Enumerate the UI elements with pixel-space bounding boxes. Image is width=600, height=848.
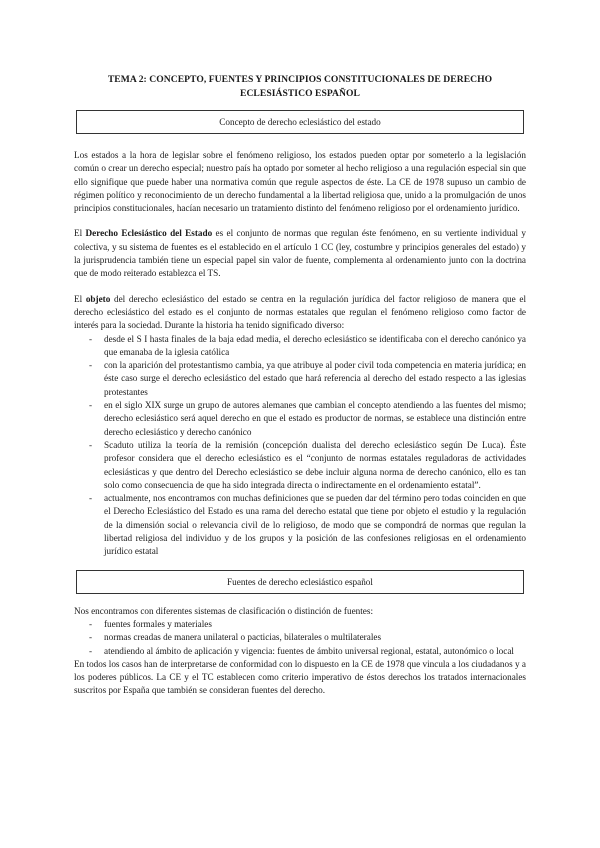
list-item bbox=[89, 618, 526, 631]
dash-bullet: - bbox=[89, 333, 93, 344]
title-line-2: ECLESIÁSTICO ESPAÑOL bbox=[240, 88, 360, 99]
list-item-text: Scaduto utiliza la teoría de la remisión (concepción dualista del derecho eclesiástico según De Luca). Éste profesor considera que el derecho eclesiástico es el “conjunto de normas estatales reguladoras de actividades eclesiásticas y que dentro del Derecho eclesiástico se debe incluir alguna norma de derecho canónico, ello es tan solo como consecuencia de que ha sido integrada directa o indirectamente en el ordenamiento estatal”. bbox=[104, 439, 526, 490]
list-item bbox=[89, 439, 526, 492]
list-item bbox=[89, 399, 526, 439]
paragraph-definition-pre: El bbox=[74, 228, 86, 239]
list-item-text: normas creadas de manera unilateral o pacticias, bilaterales o multilaterales bbox=[104, 632, 382, 643]
paragraph-objeto bbox=[74, 293, 526, 333]
term-objeto: objeto bbox=[85, 293, 111, 304]
dash-bullet: - bbox=[89, 439, 93, 450]
paragraph-fuentes-intro: Nos encontramos con diferentes sistemas de clasificación o distinción de fuentes: bbox=[74, 605, 374, 616]
paragraph-intro: Los estados a la hora de legislar sobre el fenómeno religioso, los estados pueden optar por someterlo a la legislación común o crear un derecho especial; nuestro país ha optado por someter al hecho religioso a una regulación especial sin que ello signifique que puede haber una normativa común que regule aspectos de éste. La CE de 1978 supuso un cambio de régimen político y reconocimiento de un derecho fundamental a la libertad religiosa que, unido a la promulgación de unos principios constitucionales, hacían necesario un tratamiento distinto del fenómeno religioso por el ordenamiento jurídico. bbox=[74, 150, 526, 214]
paragraph-fuentes-closing: En todos los casos han de interpretarse de conformidad con lo dispuesto en la CE de 1978 que vincula a los ciudadanos y a los poderes públicos. La CE y el TC establecen como criterio imperativo de éstos derechos los tratados internacionales suscritos por España que también se consideran fuentes del derecho. bbox=[74, 658, 526, 696]
paragraph-definition-post: es el conjunto de normas que regulan éste fenómeno, en su vertiente individual y colectiva, y su sistema de fuentes es el establecido en el artículo 1 CC (ley, costumbre y principios generales del estado) y la jurisprudencia también tiene un especial papel sin valor de fuente, complementa al ordenamiento junto con la doctrina que de modo reiterado establezca el TS. bbox=[74, 228, 526, 279]
dash-bullet: - bbox=[89, 645, 93, 656]
sources-list bbox=[74, 618, 526, 658]
paragraph-objeto-post: del derecho eclesiástico del estado se centra en la regulación jurídica del factor religioso de manera que el derecho eclesiástico del estado es el conjunto de normas estatales que regulan el fenómeno religioso como factor de interés para la sociedad. Durante la historia ha tenido significado diverso: bbox=[74, 293, 527, 331]
list-item-text: atendiendo al ámbito de aplicación y vigencia: fuentes de ámbito universal regional, estatal, autonómico o local bbox=[104, 645, 514, 656]
section-heading-fuentes: Fuentes de derecho eclesiástico español bbox=[76, 570, 524, 594]
term-derecho-eclesiastico: Derecho Eclesiástico del Estado bbox=[85, 228, 213, 239]
list-item bbox=[89, 645, 526, 658]
paragraph-definition bbox=[74, 227, 526, 280]
dash-bullet: - bbox=[89, 618, 93, 629]
dash-bullet: - bbox=[89, 400, 93, 411]
list-item-text: desde el S I hasta finales de la baja edad media, el derecho eclesiástico se identificaba con el derecho canónico ya que emanaba de la iglesia católica bbox=[104, 333, 526, 357]
list-item-text: actualmente, nos encontramos con muchas definiciones que se pueden dar del término pero todas coinciden en que el Derecho Eclesiástico del Estado es una rama del derecho estatal que tiene por objeto el estudio y la regulación de la dimensión social o relevancia civil de lo religioso, de modo que se compondrá de normas que regulan la libertad religiosa del individuo y de los grupos y la posición de las confesiones religiosas en el ordenamiento jurídico estatal bbox=[104, 493, 526, 557]
dash-bullet: - bbox=[89, 632, 93, 643]
dash-bullet: - bbox=[89, 360, 93, 371]
paragraph-objeto-pre: El bbox=[74, 293, 86, 304]
page-title bbox=[74, 0, 526, 101]
list-item-text: fuentes formales y materiales bbox=[104, 618, 212, 629]
list-item-text: en el siglo XIX surge un grupo de autores alemanes que cambian el concepto atendiendo a las fuentes del mismo; derecho eclesiástico será aquel derecho en que el estado es productor de normas, se establece una distinción entre derecho eclesiástico y derecho canónico bbox=[104, 400, 526, 437]
title-line-1: TEMA 2: CONCEPTO, FUENTES Y PRINCIPIOS CONSTITUCIONALES DE DERECHO bbox=[107, 74, 493, 85]
dash-bullet: - bbox=[89, 493, 93, 504]
list-item bbox=[89, 333, 526, 360]
history-list bbox=[74, 333, 526, 559]
list-item bbox=[89, 359, 526, 399]
list-item-text: con la aparición del protestantismo cambia, ya que atribuye al poder civil toda competencia en materia jurídica; en éste caso surge el derecho eclesiástico del estado que hará referencia al derecho del estado respecto a las iglesias protestantes bbox=[104, 360, 526, 397]
list-item bbox=[89, 631, 526, 644]
section-heading-concepto: Concepto de derecho eclesiástico del estado bbox=[76, 110, 524, 134]
list-item bbox=[89, 492, 526, 558]
